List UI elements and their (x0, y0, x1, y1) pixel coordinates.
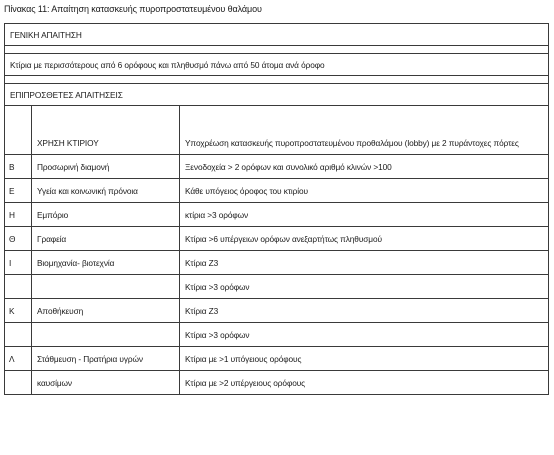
column-header-code (5, 106, 32, 155)
table-row (5, 203, 549, 227)
table-caption: Πίνακας 11: Απαίτηση κατασκευής πυροπροστατευμένου θαλάμου (4, 4, 262, 14)
row-code (5, 371, 32, 395)
general-text-row (5, 54, 549, 76)
row-requirement: Ξενοδοχεία > 2 ορόφων και συνολικό αριθμό κλινών >100 (180, 155, 549, 179)
additional-spacer-row (5, 76, 549, 84)
table-row (5, 227, 549, 251)
row-code: Η (5, 203, 32, 227)
row-code: Λ (5, 347, 32, 371)
general-spacer-row (5, 46, 549, 54)
row-use (32, 275, 180, 299)
row-requirement: Κτίρια >3 ορόφων (180, 275, 549, 299)
table-row (5, 371, 549, 395)
table-row (5, 299, 549, 323)
row-code (5, 275, 32, 299)
additional-heading: ΕΠΙΠΡΟΣΘΕΤΕΣ ΑΠΑΙΤΗΣΕΙΣ (5, 84, 549, 106)
row-use (32, 323, 180, 347)
row-code: Θ (5, 227, 32, 251)
column-header-row (5, 106, 549, 155)
row-requirement: Κτίρια >3 ορόφων (180, 323, 549, 347)
table-row (5, 347, 549, 371)
row-use: Στάθμευση - Πρατήρια υγρών (32, 347, 180, 371)
fire-lobby-requirements-table (4, 23, 549, 395)
row-requirement: Κτίρια Ζ3 (180, 299, 549, 323)
table-row (5, 155, 549, 179)
spacer-cell (5, 76, 549, 84)
row-use: Εμπόριο (32, 203, 180, 227)
row-code: Ι (5, 251, 32, 275)
table-row (5, 323, 549, 347)
row-use: Υγεία και κοινωνική πρόνοια (32, 179, 180, 203)
row-requirement: Κτίρια με >1 υπόγειους ορόφους (180, 347, 549, 371)
general-requirement-text: Κτίρια με περισσότερους από 6 ορόφους και πληθυσμό πάνω από 50 άτομα ανά όροφο (5, 54, 549, 76)
row-requirement: Κάθε υπόγειος όροφος του κτιρίου (180, 179, 549, 203)
row-use: Προσωρινή διαμονή (32, 155, 180, 179)
row-code: Β (5, 155, 32, 179)
row-requirement: Κτίρια >6 υπέργειων ορόφων ανεξαρτήτως πληθυσμού (180, 227, 549, 251)
row-code: Κ (5, 299, 32, 323)
column-header-use: ΧΡΗΣΗ ΚΤΙΡΙΟΥ (32, 106, 180, 155)
general-heading: ΓΕΝΙΚΗ ΑΠΑΙΤΗΣΗ (5, 24, 549, 46)
row-code (5, 323, 32, 347)
table-row (5, 179, 549, 203)
general-heading-row (5, 24, 549, 46)
table-row (5, 251, 549, 275)
row-use: Βιομηχανία- βιοτεχνία (32, 251, 180, 275)
row-requirement: Κτίρια Ζ3 (180, 251, 549, 275)
spacer-cell (5, 46, 549, 54)
row-requirement: κτίρια >3 ορόφων (180, 203, 549, 227)
row-requirement: Κτίρια με >2 υπέργειους ορόφους (180, 371, 549, 395)
row-use: καυσίμων (32, 371, 180, 395)
row-use: Γραφεία (32, 227, 180, 251)
table-row (5, 275, 549, 299)
row-code: Ε (5, 179, 32, 203)
column-header-requirement: Υποχρέωση κατασκευής πυροπροστατευμένου προθαλάμου (lobby) με 2 πυράντοχες πόρτες (180, 106, 549, 155)
additional-heading-row (5, 84, 549, 106)
row-use: Αποθήκευση (32, 299, 180, 323)
